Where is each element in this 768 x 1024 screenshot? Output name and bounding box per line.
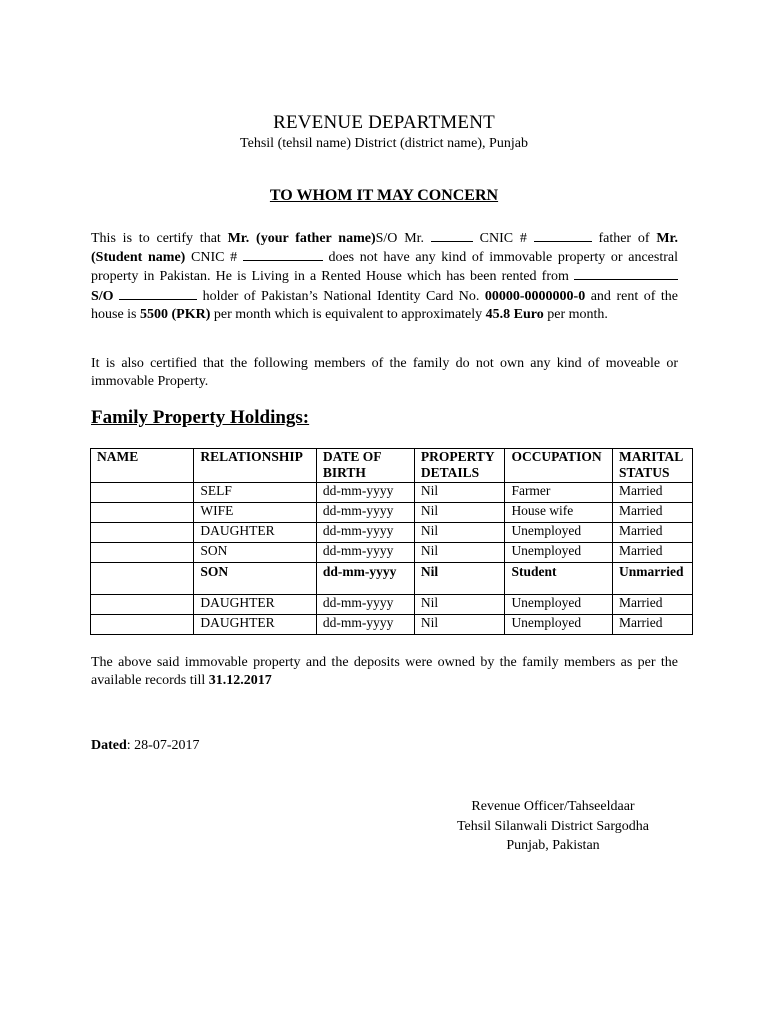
dated-label: Dated [91, 738, 127, 753]
para-text: does not have any kind of immovable property or ancestral property in Pakistan. He is Living in a Rented House which has been rented from [91, 250, 679, 285]
cell-relationship: SON [194, 543, 317, 563]
cell-marital: Unmarried [613, 563, 693, 595]
cell-name [91, 595, 194, 615]
student-name: Mr. (Student name) [91, 231, 678, 266]
cell-property: Nil [414, 595, 505, 615]
cell-name [91, 615, 194, 635]
cell-dob: dd-mm-yyyy [316, 523, 414, 543]
cell-property: Nil [414, 543, 505, 563]
cell-marital: Married [613, 483, 693, 503]
records-date: 31.12.2017 [208, 673, 272, 689]
dated-value: : 28-07-2017 [126, 738, 200, 753]
so-label: S/O [91, 288, 120, 304]
cell-property: Nil [414, 503, 505, 523]
cell-relationship: DAUGHTER [194, 523, 317, 543]
cell-name [91, 563, 194, 595]
blank-field [119, 287, 197, 300]
cell-occupation: House wife [505, 503, 613, 523]
para-text: CNIC # [185, 250, 243, 266]
cell-marital: Married [613, 595, 693, 615]
section-title: Family Property Holdings: [91, 407, 310, 428]
para-text: The above said immovable property and the deposits were owned by the family members as per the available records till [91, 655, 678, 689]
cell-marital: Married [613, 503, 693, 523]
table-row [91, 523, 693, 543]
para-text: holder of Pakistan’s National Identity Card No. [197, 288, 485, 304]
header-dob: DATE OF BIRTH [316, 449, 414, 483]
cell-occupation: Unemployed [505, 595, 613, 615]
cell-name [91, 543, 194, 563]
cell-dob: dd-mm-yyyy [316, 503, 414, 523]
para-text: father of [591, 231, 657, 246]
dated-line [91, 738, 200, 754]
rent-euro: 45.8 Euro [485, 306, 544, 322]
table-header-row [91, 449, 693, 483]
table-row [91, 503, 693, 523]
cell-dob: dd-mm-yyyy [316, 483, 414, 503]
cell-relationship: DAUGHTER [194, 615, 317, 635]
signature-tehsil: Tehsil Silanwali District Sargodha [456, 818, 649, 834]
cell-dob: dd-mm-yyyy [316, 563, 414, 595]
cell-name [91, 503, 194, 523]
records-paragraph [91, 654, 678, 690]
cell-dob: dd-mm-yyyy [316, 595, 414, 615]
signature-location: Punjab, Pakistan [506, 838, 600, 853]
members-paragraph: It is also certified that the following members of the family do not own any kind of moveable or immovable Property. [91, 356, 678, 390]
table-row [91, 615, 693, 635]
family-holdings-table [90, 448, 693, 635]
cell-marital: Married [613, 543, 693, 563]
cell-occupation: Student [505, 563, 613, 595]
cell-occupation: Unemployed [505, 523, 613, 543]
para-text: per month. [543, 306, 608, 322]
header-occupation: OCCUPATION [505, 449, 613, 483]
cell-property: Nil [414, 483, 505, 503]
cell-marital: Married [613, 615, 693, 635]
cell-relationship: SON [194, 563, 317, 595]
cell-marital: Married [613, 523, 693, 543]
cell-name [91, 483, 194, 503]
cell-property: Nil [414, 563, 505, 595]
cell-occupation: Unemployed [505, 615, 613, 635]
cell-dob: dd-mm-yyyy [316, 615, 414, 635]
table-row [91, 543, 693, 563]
cell-dob: dd-mm-yyyy [316, 543, 414, 563]
blank-field [431, 229, 473, 242]
concern-heading: TO WHOM IT MAY CONCERN [269, 187, 499, 204]
cell-occupation: Farmer [505, 483, 613, 503]
cell-property: Nil [414, 615, 505, 635]
table-row [91, 595, 693, 615]
cell-property: Nil [414, 523, 505, 543]
table-row [91, 483, 693, 503]
cell-relationship: WIFE [194, 503, 317, 523]
signature-block [433, 797, 673, 856]
blank-field [243, 248, 323, 261]
rent-amount: 5500 (PKR) [140, 306, 211, 322]
header-relationship: RELATIONSHIP [194, 449, 317, 483]
department-title: REVENUE DEPARTMENT [273, 112, 495, 133]
para-text: and rent of the house is [91, 288, 678, 322]
department-subtitle: Tehsil (tehsil name) District (district name), Punjab [240, 136, 528, 151]
cell-relationship: DAUGHTER [194, 595, 317, 615]
father-name: Mr. (your father name) [227, 231, 376, 246]
cnic-number: 00000-0000000-0 [484, 288, 586, 304]
para-text: per month which is equivalent to approximately [210, 306, 486, 322]
certification-paragraph [91, 229, 678, 324]
header-name: NAME [91, 449, 194, 483]
cell-relationship: SELF [194, 483, 317, 503]
para-text: S/O Mr. [375, 231, 431, 246]
para-text: This is to certify that [91, 231, 228, 246]
table-row [91, 563, 693, 595]
blank-field [574, 267, 678, 280]
cell-name [91, 523, 194, 543]
para-text: CNIC # [472, 231, 534, 246]
signature-title: Revenue Officer/Tahseeldaar [471, 799, 635, 814]
cell-occupation: Unemployed [505, 543, 613, 563]
header-marital: MARITAL STATUS [613, 449, 693, 483]
header-property: PROPERTY DETAILS [414, 449, 505, 483]
blank-field [534, 229, 592, 242]
